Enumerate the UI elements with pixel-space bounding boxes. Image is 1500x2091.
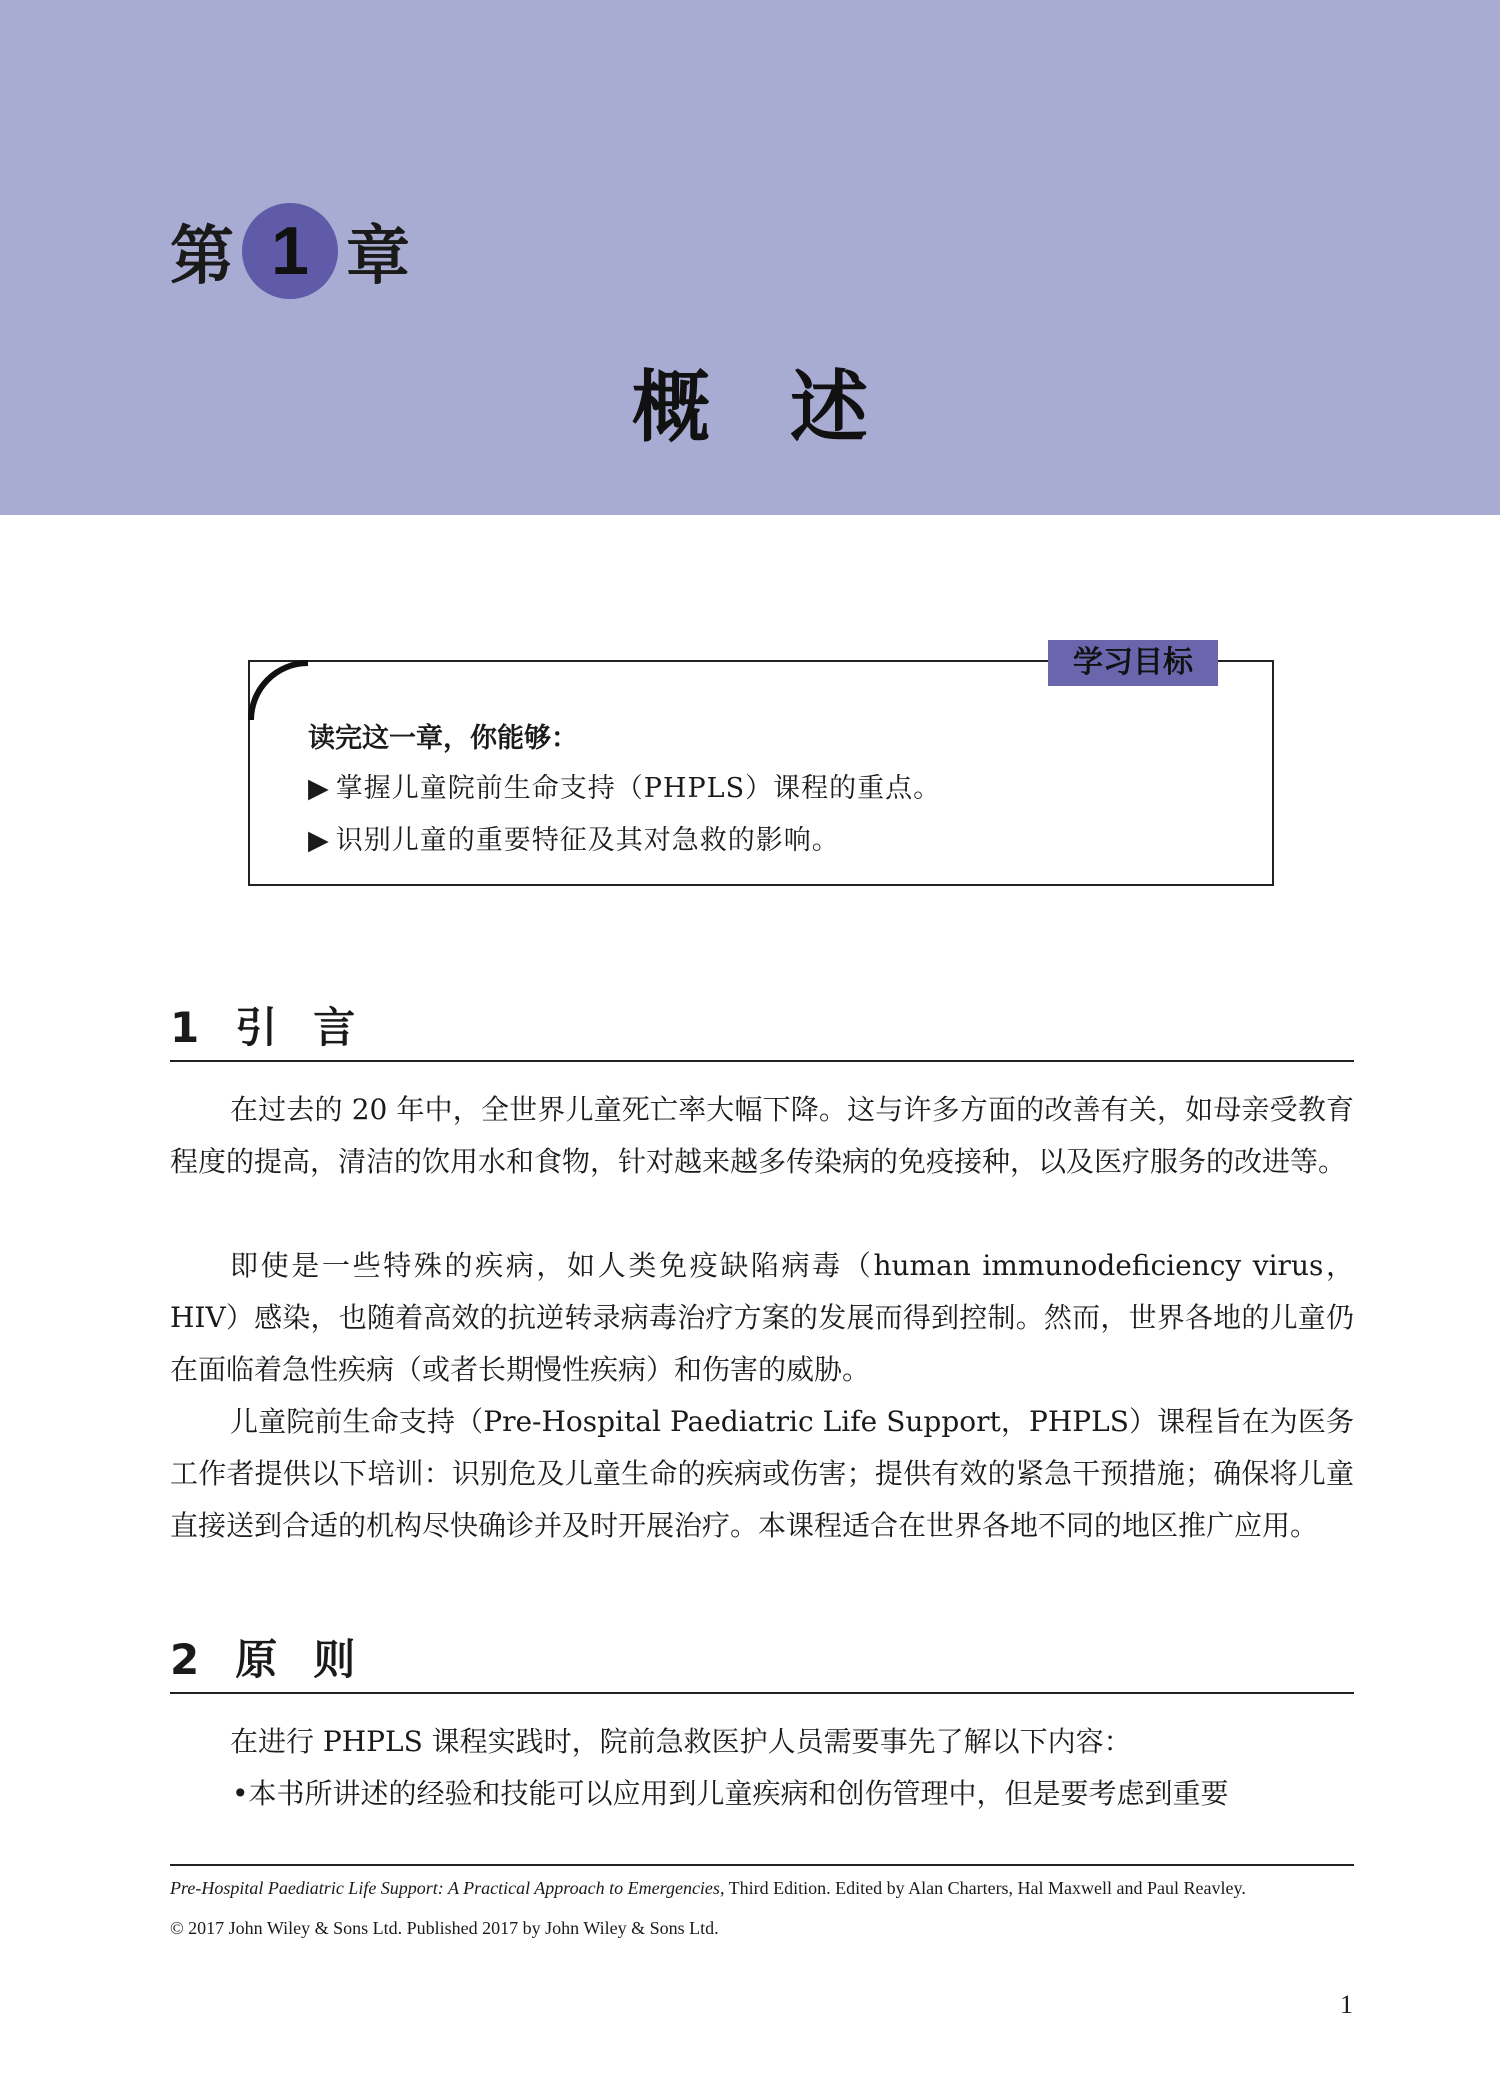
chapter-number-badge: 1	[242, 203, 338, 299]
paragraph: 在过去的 20 年中，全世界儿童死亡率大幅下降。这与许多方面的改善有关，如母亲受教育程度的提高，清洁的饮用水和食物，针对越来越多传染病的免疫接种，以及医疗服务的改进等。	[170, 1093, 1354, 1178]
citation-book-title: Pre-Hospital Paediatric Life Support: A Practical Approach to Emergencies	[170, 1878, 720, 1898]
bullet-item	[232, 1768, 1354, 1820]
footer-citation	[170, 1878, 1354, 1899]
footer-copyright: © 2017 John Wiley & Sons Ltd. Published 2017 by John Wiley & Sons Ltd.	[170, 1918, 719, 1938]
paragraph: 即使是一些特殊的疾病，如人类免疫缺陷病毒（human immunodeficiency virus，HIV）感染，也随着高效的抗逆转录病毒治疗方案的发展而得到控制。然而，世界各地的儿童仍在面临着急性疾病（或者长期慢性疾病）和伤害的威胁。	[170, 1249, 1354, 1386]
section-title: 原则	[235, 1635, 392, 1684]
paragraph: 在进行 PHPLS 课程实践时，院前急救医护人员需要事先了解以下内容：	[230, 1725, 1132, 1758]
section-number: 1	[170, 1003, 200, 1052]
corner-ornament-icon	[248, 660, 308, 720]
citation-details: , Third Edition. Edited by Alan Charters, Hal Maxwell and Paul Reavley.	[719, 1878, 1246, 1898]
section-title: 引言	[235, 1003, 392, 1052]
section-heading-1	[170, 1000, 1354, 1062]
triangle-bullet-icon: ▶	[308, 773, 330, 804]
chapter-prefix: 第	[170, 220, 234, 294]
triangle-bullet-icon: ▶	[308, 825, 330, 856]
section-number: 2	[170, 1635, 200, 1684]
paragraph: 儿童院前生命支持（Pre-Hospital Paediatric Life Support，PHPLS）课程旨在为医务工作者提供以下培训：识别危及儿童生命的疾病或伤害；提供有效的紧急干预措施；确保将儿童直接送到合适的机构尽快确诊并及时开展治疗。本课程适合在世界各地不同的地区推广应用。	[170, 1405, 1354, 1542]
learning-objectives-box	[248, 645, 1274, 886]
chapter-label	[170, 210, 410, 292]
objective-item	[308, 818, 840, 857]
objectives-badge: 学习目标	[1048, 640, 1218, 686]
chapter-suffix: 章	[346, 220, 410, 294]
page-number: 1	[1340, 1990, 1353, 2019]
objective-text: 识别儿童的重要特征及其对急救的影响。	[335, 825, 840, 856]
objective-text: 掌握儿童院前生命支持（PHPLS）课程的重点。	[335, 773, 942, 804]
footer-divider	[170, 1864, 1354, 1866]
objective-item	[308, 766, 941, 805]
bullet-dot-icon: •	[232, 1777, 249, 1810]
chapter-title: 概述	[631, 363, 948, 453]
bullet-text: 本书所讲述的经验和技能可以应用到儿童疾病和创伤管理中，但是要考虑到重要	[248, 1777, 1229, 1810]
section-heading-2	[170, 1632, 1354, 1694]
objectives-intro: 读完这一章，你能够：	[308, 723, 578, 754]
